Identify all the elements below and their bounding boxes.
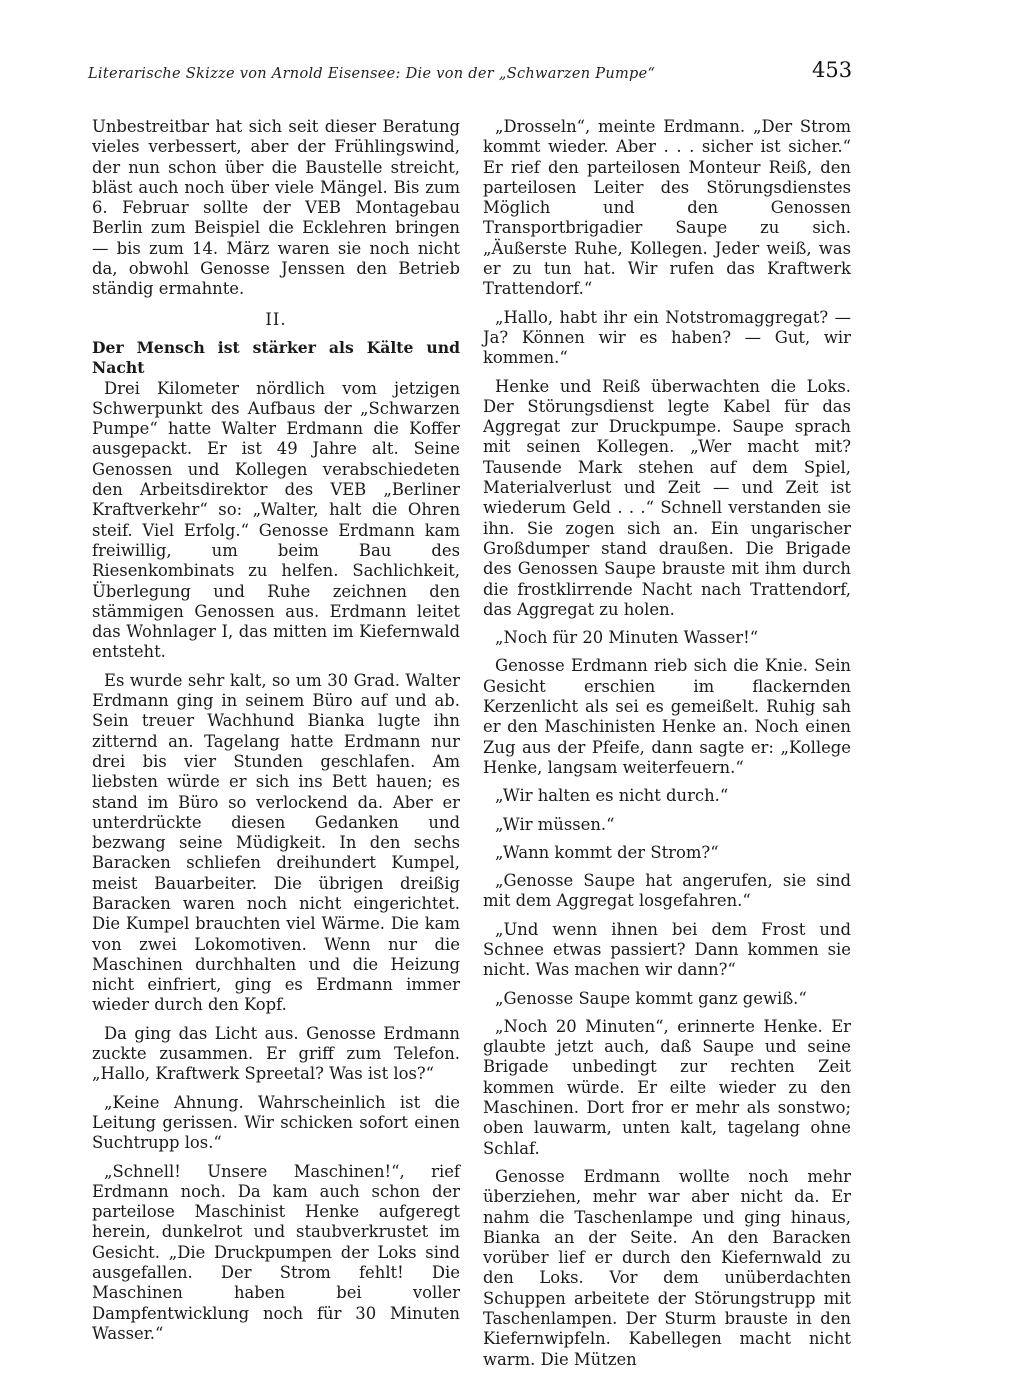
paragraph: „Drosseln“, meinte Erdmann. „Der Strom kommt wieder. Aber . . . sicher ist sicher.“ Er rief den parteilosen Monteur Reiß, den parteilosen Leiter des Störungsdienstes Möglich und den Genossen Transportbrigadier Saupe zu sich. „Äußerste Ruhe, Kollegen. Jeder weiß, was er zu tun hat. Wir rufen das Kraftwerk Trattendorf.“ (483, 117, 851, 299)
paragraph: „Wann kommt der Strom?“ (495, 842, 719, 862)
paragraph: Genosse Erdmann rieb sich die Knie. Sein Gesicht erschien im flackernden Kerzenlicht als sei es gemeißelt. Ruhig sah er den Maschinisten Henke an. Noch einen Zug aus der Pfeife, dann sagte er: „Kollege Henke, langsam weiterfeuern.“ (483, 656, 851, 777)
paragraph: „Wir müssen.“ (495, 814, 615, 834)
paragraph: „Noch 20 Minuten“, erinnerte Henke. Er glaubte jetzt auch, daß Saupe und seine Brigade unbedingt zur rechten Zeit kommen würde. Er eilte wieder zu den Maschinen. Dort fror er mehr als sonstwo; oben lauwarm, unten kalt, tagelang ohne Schlaf. (483, 1016, 851, 1158)
paragraph: „Schnell! Unsere Maschinen!“, rief Erdmann noch. Da kam auch schon der parteilose Maschinist Henke aufgeregt herein, dunkelrot und staubverkrustet im Gesicht. „Die Druckpumpen der Loks sind ausgefallen. Der Strom fehlt! Die Maschinen haben bei voller Dampfentwicklung noch für 30 Minuten Wasser.“ (92, 1161, 460, 1343)
paragraph: Drei Kilometer nördlich vom jetzigen Schwerpunkt des Aufbaus der „Schwarzen Pumpe“ hatte Walter Erdmann die Koffer ausgepackt. Er ist 49 Jahre alt. Seine Genossen und Kollegen verabschiedeten den Arbeitsdirektor des VEB „Berliner Kraftverkehr“ so: „Walter, halt die Ohren steif. Viel Erfolg.“ Genosse Erdmann kam freiwillig, um beim Bau des Riesenkombinats zu helfen. Sachlichkeit, Überlegung und Ruhe zeichnen den stämmigen Genossen aus. Erdmann leitet das Wohnlager I, das mitten im Kiefernwald entsteht. (92, 378, 460, 662)
paragraph: Genosse Erdmann wollte noch mehr überziehen, mehr war aber nicht da. Er nahm die Taschenlampe und ging hinaus, Bianka an der Seite. An den Baracken vorüber lief er durch den Kiefernwald zu den Loks. Vor dem unüberdachten Schuppen arbeitete der Störungstrupp mit Taschenlampen. Der Sturm brauste in den Kiefernwipfeln. Kabellegen macht nicht warm. Die Mützen (483, 1166, 851, 1369)
paragraph: „Genosse Saupe kommt ganz gewiß.“ (495, 988, 807, 1008)
paragraph: „Keine Ahnung. Wahrscheinlich ist die Leitung gerissen. Wir schicken sofort einen Suchtrupp los.“ (92, 1092, 460, 1153)
section-title: Der Mensch ist stärker als Kälte und Nacht (92, 337, 460, 378)
paragraph: Unbestreitbar hat sich seit dieser Beratung vieles verbessert, aber der Frühlingswind, der nun schon über die Baustelle streicht, bläst auch noch über viele Mängel. Bis zum 6. Februar sollte der VEB Montagebau Berlin zum Beispiel die Ecklehren bringen — bis zum 14. März waren sie noch nicht da, obwohl Genosse Jenssen den Betrieb ständig ermahnte. (92, 117, 460, 299)
page-number: 453 (812, 58, 853, 82)
paragraph: „Hallo, habt ihr ein Notstromaggregat? — Ja? Können wir es haben? — Gut, wir kommen.“ (483, 307, 851, 368)
running-header: Literarische Skizze von Arnold Eisensee: Die von der „Schwarzen Pumpe“ (88, 66, 656, 82)
paragraph: Henke und Reiß überwachten die Loks. Der Störungsdienst legte Kabel für das Aggregat zur Druckpumpe. Saupe sprach mit seinen Kollegen. „Wer macht mit? Tausende Mark stehen auf dem Spiel, Materialverlust und Zeit — und Zeit ist wiederum Geld . . .“ Schnell verstanden sie ihn. Sie zogen sich an. Ein ungarischer Großdumper stand draußen. Die Brigade des Genossen Saupe brauste mit ihm durch die frostklirrende Nacht nach Trattendorf, das Aggregat zu holen. (483, 376, 851, 619)
paragraph: Da ging das Licht aus. Genosse Erdmann zuckte zusammen. Er griff zum Telefon. „Hallo, Kraftwerk Spreetal? Was ist los?“ (92, 1023, 460, 1084)
section-number: II. (265, 309, 287, 329)
paragraph: „Wir halten es nicht durch.“ (495, 786, 729, 806)
paragraph: „Noch für 20 Minuten Wasser!“ (495, 628, 759, 648)
right-column (483, 117, 851, 1378)
left-column (92, 117, 460, 1352)
paragraph: „Und wenn ihnen bei dem Frost und Schnee etwas passiert? Dann kommen sie nicht. Was machen wir dann?“ (483, 919, 851, 980)
paragraph: Es wurde sehr kalt, so um 30 Grad. Walter Erdmann ging in seinem Büro auf und ab. Sein treuer Wachhund Bianka lugte ihn zitternd an. Tagelang hatte Erdmann nur drei bis vier Stunden geschlafen. Am liebsten würde er sich ins Bett hauen; es stand im Büro so verlockend da. Aber er unterdrückte diesen Gedanken und bezwang seine Müdigkeit. In den sechs Baracken schliefen dreihundert Kumpel, meist Bauarbeiter. Die übrigen dreißig Baracken waren noch nicht eingerichtet. Die Kumpel brauchten viel Wärme. Die kam von zwei Lokomotiven. Wenn nur die Maschinen durchhalten und die Heizung nicht einfriert, ging es Erdmann immer wieder durch den Kopf. (92, 670, 460, 1015)
paragraph: „Genosse Saupe hat angerufen, sie sind mit dem Aggregat losgefahren.“ (483, 871, 851, 911)
